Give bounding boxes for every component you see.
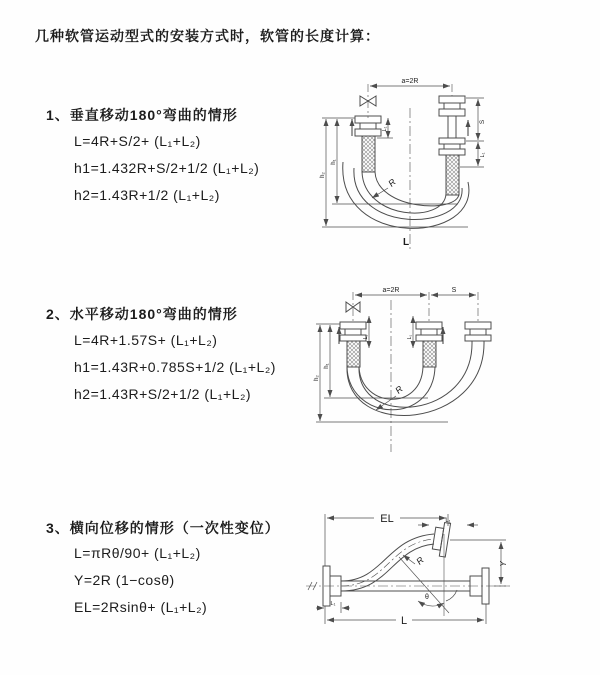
dim-l1-mid-label: L₁ [407, 334, 413, 340]
section-3-formula-EL: EL=2Rsinθ+ (L₁+L₂) [74, 599, 208, 615]
braided-hose-left [347, 341, 360, 367]
section-2-formula-h1: h1=1.43R+0.785S+1/2 (L₁+L₂) [74, 359, 276, 375]
angle-arc [418, 601, 444, 606]
dim-y-label: Y [499, 561, 508, 567]
angle-arc [446, 590, 457, 601]
dim-h2-label: h₂ [320, 172, 326, 178]
section-2-formula-h2: h2=1.43R+S/2+1/2 (L₁+L₂) [74, 386, 252, 402]
dim-s-label: S [479, 119, 486, 125]
dimension-lines [316, 295, 476, 422]
dim-s-label: S [451, 287, 457, 294]
dim-l1-left-label: L₁ [363, 334, 369, 340]
section-1-formula-h2: h2=1.43R+1/2 (L₁+L₂) [74, 187, 220, 203]
section-3-formula-Y: Y=2R (1−cosθ) [74, 572, 175, 588]
hose-drawing [340, 292, 491, 452]
dim-l1-top-label: L₁ [445, 518, 451, 524]
hose-drawing [306, 521, 510, 606]
dim-el-label: EL [380, 513, 394, 525]
dim-h2-label: h₂ [314, 375, 320, 381]
dim-h1-label: h₁ [331, 159, 337, 165]
diagram-lateral-displacement [298, 500, 600, 658]
radius-label: R [393, 383, 405, 396]
displaced-flange [431, 521, 450, 557]
braided-hose-middle [423, 341, 436, 367]
braided-hose-right [446, 155, 459, 195]
diagram3-labels [331, 513, 508, 627]
section-2-formula-L: L=4R+1.57S+ (L₁+L₂) [74, 332, 218, 348]
dim-h1-label: h₁ [324, 363, 330, 369]
dim-l1-right-label: L₁ [480, 152, 486, 158]
dim-a2r-label: a=2R [401, 78, 419, 85]
section-1-heading: 1、垂直移动180°弯曲的情形 [46, 107, 238, 123]
dim-l1-left-label: L₁ [330, 601, 336, 607]
dim-l1-left-label: L₁ [382, 126, 388, 132]
diagram-horizontal-180-bend [306, 280, 598, 466]
section-2-heading: 2、水平移动180°弯曲的情形 [46, 306, 238, 322]
displaced-hose-wall [341, 544, 434, 591]
radius-label: R [414, 554, 426, 567]
section-1-formula-h1: h1=1.432R+S/2+1/2 (L₁+L₂) [74, 160, 260, 176]
dimension-lines [316, 514, 506, 624]
dim-l-label: L [400, 615, 408, 627]
section-1-formula-L: L=4R+S/2+ (L₁+L₂) [74, 133, 201, 149]
theta-label: θ [425, 594, 429, 601]
length-label: L [402, 237, 410, 248]
page-title: 几种软管运动型式的安装方式时，软管的长度计算： [35, 28, 380, 44]
diagram-vertical-180-bend [310, 72, 600, 262]
braided-hose-left [362, 136, 375, 172]
radius-label: R [386, 176, 398, 189]
section-3-formula-L: L=πRθ/90+ (L₁+L₂) [74, 545, 201, 561]
dim-a2r-label: a=2R [382, 287, 400, 294]
section-3-heading: 3、横向位移的情形（一次性变位） [46, 520, 280, 536]
